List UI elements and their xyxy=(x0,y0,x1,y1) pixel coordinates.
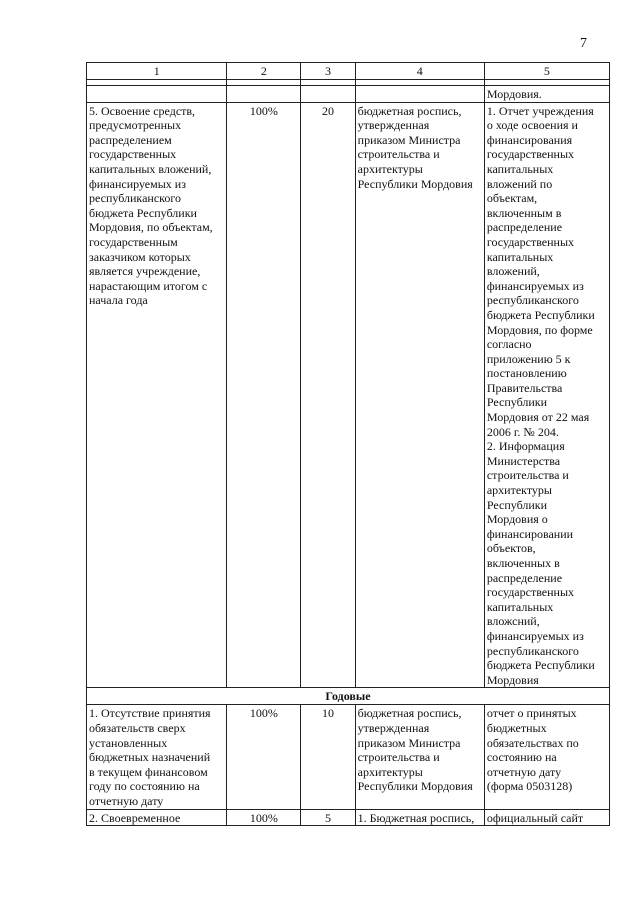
indicators-table xyxy=(86,62,610,826)
table-row xyxy=(87,809,610,826)
table-row xyxy=(87,102,610,688)
indicator-cell: 5. Освоение средств, предусмотренных распределением государственных капитальных вложений, финансируемых из республиканского бюджета Республики Мордовия, по объектам, государственным заказчиком которых является учреждение, нарастающим итогом с начала года xyxy=(87,102,227,688)
source-cell: официальный сайт xyxy=(484,809,609,826)
indicator-cell: 1. Отсутствие принятия обязательств сверх установленных бюджетных назначений в текущем финансовом году по состоянию на отчетную дату xyxy=(87,705,227,809)
indicator-cell: 2. Своевременное xyxy=(87,809,227,826)
weight-cell: 20 xyxy=(301,102,355,688)
header-row xyxy=(87,63,610,80)
table-row xyxy=(87,705,610,809)
header-cell-5: 5 xyxy=(484,63,609,80)
section-title: Годовые xyxy=(87,688,610,705)
page-number: 7 xyxy=(580,36,587,51)
weight-cell: 5 xyxy=(301,809,355,826)
target-value-cell: 100% xyxy=(227,809,301,826)
target-value-cell: 100% xyxy=(227,102,301,688)
header-cell-4: 4 xyxy=(355,63,484,80)
section-row xyxy=(87,688,610,705)
basis-cell: бюджетная роспись, утвержденная приказом Министра строительства и архитектуры Республики Мордовия xyxy=(355,705,484,809)
basis-cell: бюджетная роспись, утвержденная приказом Министра строительства и архитектуры Республики Мордовия xyxy=(355,102,484,688)
source-cell: отчет о принятых бюджетных обязательствах по состоянию на отчетную дату (форма 0503128) xyxy=(484,705,609,809)
basis-cell: 1. Бюджетная роспись, xyxy=(355,809,484,826)
header-cell-3: 3 xyxy=(301,63,355,80)
source-cell: 1. Отчет учреждения о ходе освоения и финансирования государственных капитальных вложений по объектам, включенным в распределение государственных капитальных вложений, финансируемых из республиканского бюджета Республики Мордовия, по форме согласно приложению 5 к постановлению Правительства Республики Мордовия от 22 мая 2006 г. № 204. 2. Информация Министерства строительства и архитектуры Республики Мордовия о финансировании объектов, включенных в распределение государственных капитальных вложсний, финансируемых из республиканского бюджета Республики Мордовия xyxy=(484,102,609,688)
header-cell-1: 1 xyxy=(87,63,227,80)
target-value-cell: 100% xyxy=(227,705,301,809)
continuation-row xyxy=(87,86,610,103)
continuation-cell: Мордовия. xyxy=(484,86,609,103)
header-cell-2: 2 xyxy=(227,63,301,80)
weight-cell: 10 xyxy=(301,705,355,809)
